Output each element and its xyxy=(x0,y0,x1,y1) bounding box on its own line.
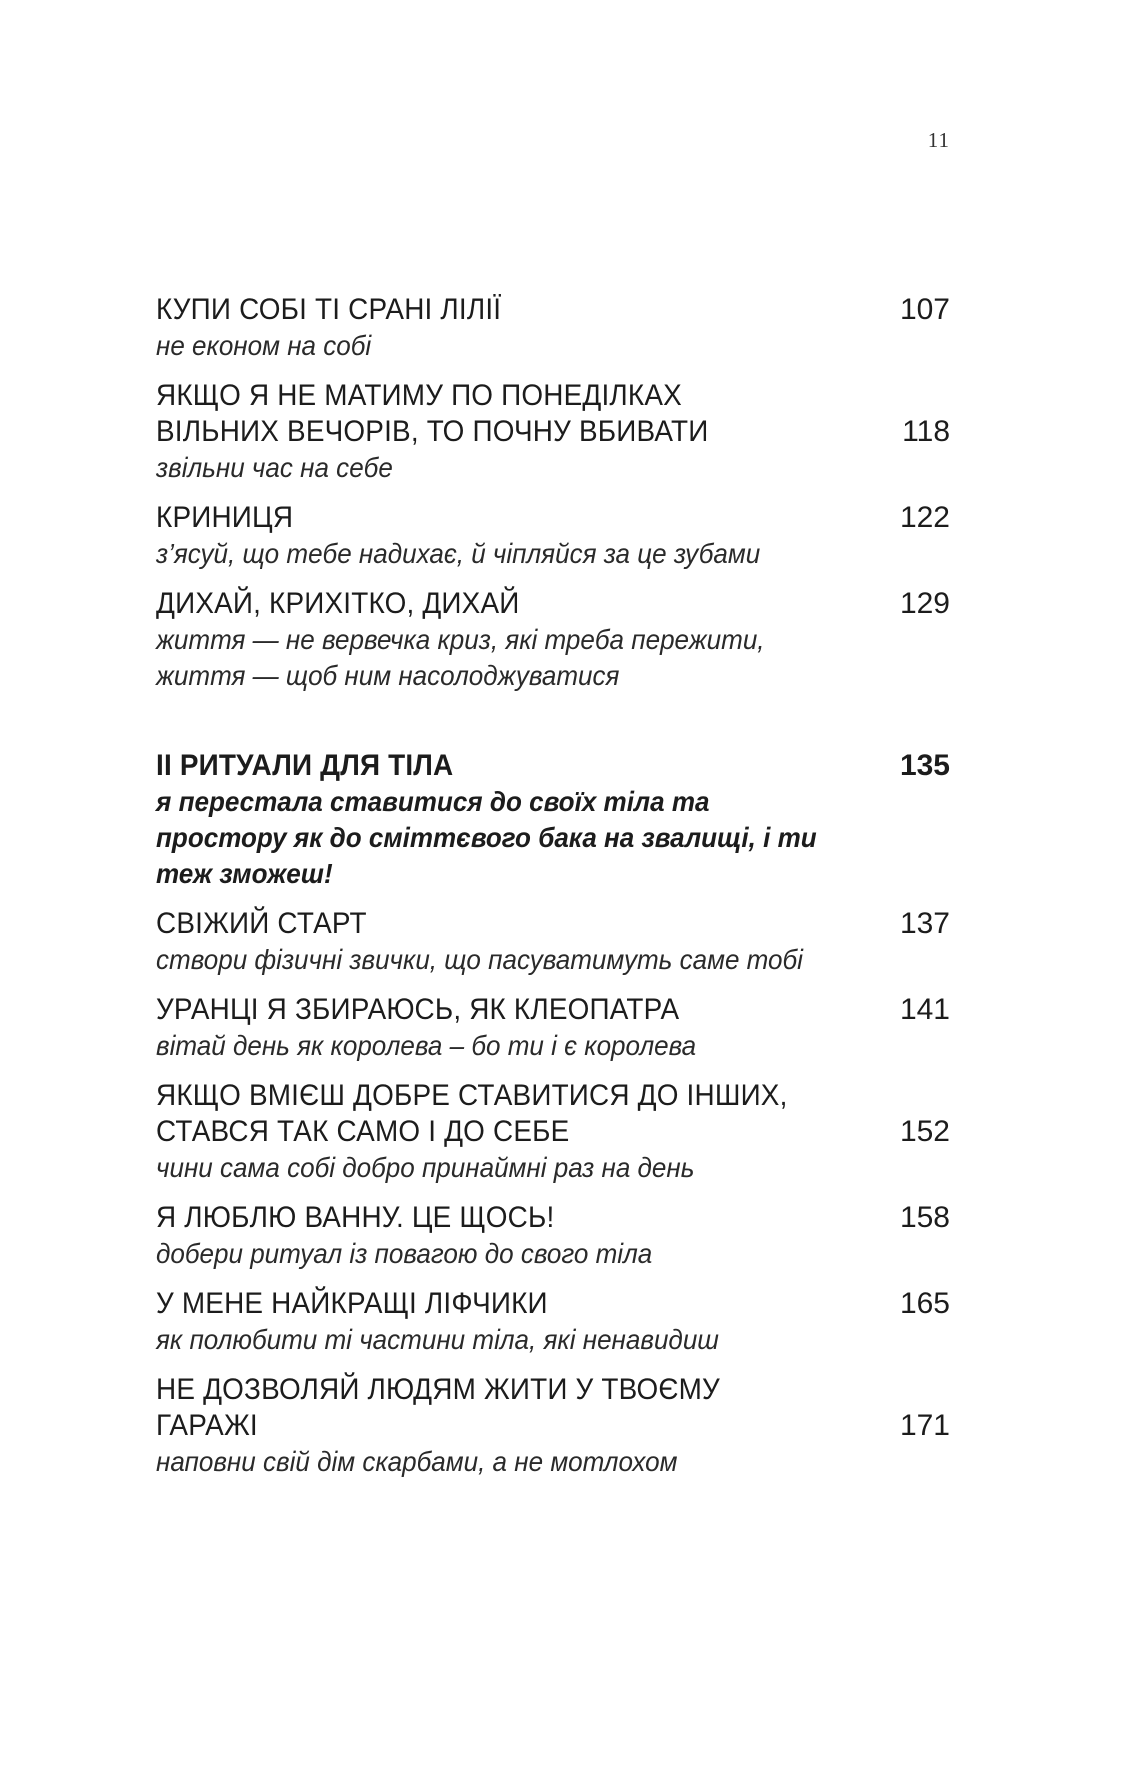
toc-entry-subtitle: добери ритуал із повагою до свого тіла xyxy=(156,1238,653,1269)
toc-entry-page: 171 xyxy=(899,1409,950,1442)
toc-entry[interactable] xyxy=(156,586,950,694)
toc-entry-title: ЯКЩО Я НЕ МАТИМУ ПО ПОНЕДІЛКАХ ВІЛЬНИХ ВЕЧОРІВ, ТО ПОЧНУ ВБИВАТИ xyxy=(156,379,709,448)
toc-entry-title: СВІЖИЙ СТАРТ xyxy=(156,907,367,940)
toc-entry-page: 137 xyxy=(899,907,950,940)
toc-entry-page: 158 xyxy=(899,1201,950,1234)
toc-entry-page: 118 xyxy=(902,415,950,448)
toc-entry-subtitle: звільни час на себе xyxy=(156,452,393,483)
toc-entry[interactable] xyxy=(156,1078,950,1186)
toc-entry[interactable] xyxy=(156,292,950,364)
toc-entry-title: ЯКЩО ВМІЄШ ДОБРЕ СТАВИТИСЯ ДО ІНШИХ, СТАВСЯ ТАК САМО І ДО СЕБЕ xyxy=(156,1079,788,1148)
toc-entry-subtitle: як полюбити ті частини тіла, які ненавидиш xyxy=(156,1324,719,1355)
toc-entry-page: 129 xyxy=(899,587,950,620)
toc-entry[interactable] xyxy=(156,378,950,486)
toc-entry[interactable] xyxy=(156,1286,950,1358)
toc-entry-title: КРИНИЦЯ xyxy=(156,501,294,534)
toc-entry-subtitle: з’ясуй, що тебе надихає, й чіпляйся за це зубами xyxy=(156,538,761,569)
toc-entry-subtitle: створи фізичні звички, що пасуватимуть саме тобі xyxy=(156,944,803,975)
toc-entry-title: Я ЛЮБЛЮ ВАННУ. ЦЕ ЩОСЬ! xyxy=(156,1201,555,1234)
toc-entry[interactable] xyxy=(156,992,950,1064)
toc-entry-subtitle: не економ на собі xyxy=(156,330,372,361)
toc-entry[interactable] xyxy=(156,906,950,978)
toc-part-page: 135 xyxy=(899,749,950,782)
toc-entry[interactable] xyxy=(156,1200,950,1272)
toc-entry-page: 165 xyxy=(899,1287,950,1320)
toc-entry-title: КУПИ СОБІ ТІ СРАНІ ЛІЛІЇ xyxy=(156,293,502,326)
toc-entry-page: 122 xyxy=(899,501,950,534)
toc-entry-title: ДИХАЙ, КРИХІТКО, ДИХАЙ xyxy=(156,587,520,620)
toc-part-title: II РИТУАЛИ ДЛЯ ТІЛА xyxy=(156,749,454,782)
toc-entry-title: УРАНЦІ Я ЗБИРАЮСЬ, ЯК КЛЕОПАТРА xyxy=(156,993,680,1026)
page-number: 11 xyxy=(927,128,950,152)
toc-entry-subtitle: наповни свій дім скарбами, а не мотлохом xyxy=(156,1446,678,1477)
toc-entry-page: 107 xyxy=(899,293,950,326)
toc-entry-title: НЕ ДОЗВОЛЯЙ ЛЮДЯМ ЖИТИ У ТВОЄМУ ГАРАЖІ xyxy=(156,1373,720,1442)
toc-part-heading[interactable] xyxy=(156,748,950,892)
toc-entry-page: 152 xyxy=(899,1115,950,1148)
toc-part-subtitle: я перестала ставитися до своїх тіла та простору як до сміттєвого бака на звалищі, і ти теж зможеш! xyxy=(156,786,817,889)
toc-entry[interactable] xyxy=(156,500,950,572)
toc-entry-title: У МЕНЕ НАЙКРАЩІ ЛІФЧИКИ xyxy=(156,1287,548,1320)
toc-entry[interactable] xyxy=(156,1372,950,1480)
table-of-contents xyxy=(156,292,950,1494)
toc-entry-subtitle: життя — не вервечка криз, які треба пережити, життя — щоб ним насолоджуватися xyxy=(156,624,765,691)
toc-entry-subtitle: вітай день як королева – бо ти і є королева xyxy=(156,1030,697,1061)
toc-entry-page: 141 xyxy=(899,993,950,1026)
toc-entry-subtitle: чини сама собі добро принаймні раз на день xyxy=(156,1152,695,1183)
